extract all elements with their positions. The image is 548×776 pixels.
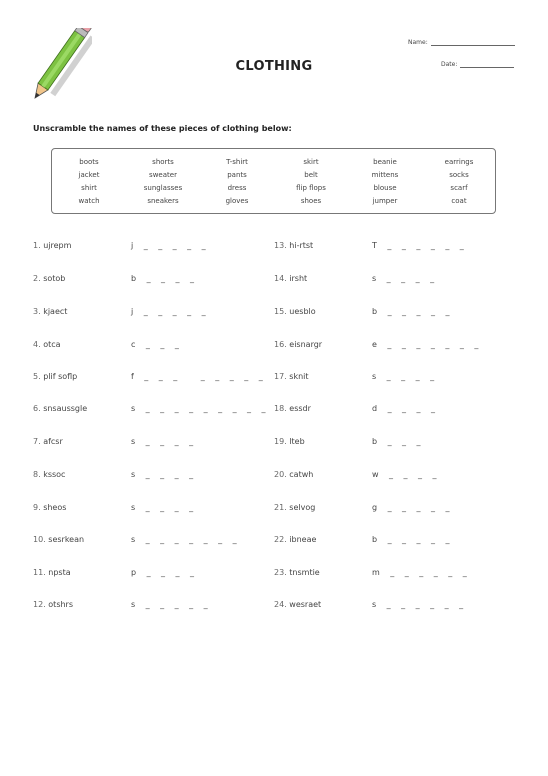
- answer-blanks[interactable]: g _ _ _ _ _: [372, 503, 452, 512]
- word-bank-word: shirt: [81, 184, 97, 192]
- scrambled-word: plif soflp: [43, 372, 78, 381]
- scrambled-word: selvog: [289, 503, 316, 512]
- scrambled-word: sotob: [43, 274, 66, 283]
- question-item: [274, 372, 309, 381]
- word-bank-word: boots: [79, 158, 99, 166]
- question-number: 4.: [33, 340, 41, 349]
- word-bank-word: mittens: [371, 171, 399, 179]
- question-item: [274, 503, 315, 512]
- question-number: 19.: [274, 437, 287, 446]
- question-item: [274, 600, 321, 609]
- question-item: [274, 568, 320, 577]
- word-bank-word: flip flops: [296, 184, 326, 192]
- word-bank-word: sunglasses: [143, 184, 183, 192]
- name-label: Name:: [408, 39, 428, 46]
- word-bank-word: earrings: [444, 158, 474, 166]
- question-number: 20.: [274, 470, 287, 479]
- scrambled-word: lteb: [289, 437, 305, 446]
- question-number: 3.: [33, 307, 41, 316]
- scrambled-word: ujrepm: [43, 241, 72, 250]
- word-bank-word: socks: [449, 171, 469, 179]
- word-bank-word: jacket: [78, 171, 100, 179]
- answer-blanks[interactable]: j _ _ _ _ _: [131, 241, 208, 250]
- word-bank-word: belt: [304, 171, 318, 179]
- question-item: [33, 437, 63, 446]
- question-number: 18.: [274, 404, 287, 413]
- word-bank-word: sneakers: [147, 197, 179, 205]
- question-item: [274, 535, 316, 544]
- question-number: 14.: [274, 274, 287, 283]
- word-bank-word: pants: [227, 171, 247, 179]
- scrambled-word: kjaect: [43, 307, 68, 316]
- answer-blanks[interactable]: s _ _ _ _ _ _ _ _ _: [131, 404, 268, 413]
- scrambled-word: tnsmtie: [289, 568, 320, 577]
- answer-blanks[interactable]: b _ _ _ _: [131, 274, 196, 283]
- word-bank-word: T-shirt: [226, 158, 248, 166]
- word-bank-word: watch: [78, 197, 100, 205]
- answer-blanks[interactable]: s _ _ _ _: [131, 470, 195, 479]
- word-bank-word: shorts: [152, 158, 174, 166]
- question-item: [33, 372, 77, 381]
- answer-blanks[interactable]: j _ _ _ _ _: [131, 307, 208, 316]
- word-bank-word: jumper: [372, 197, 398, 205]
- scrambled-word: wesraet: [289, 600, 322, 609]
- question-number: 24.: [274, 600, 287, 609]
- word-bank-word: shoes: [300, 197, 322, 205]
- answer-blanks[interactable]: w _ _ _ _: [372, 470, 439, 479]
- answer-blanks[interactable]: s _ _ _ _: [131, 503, 195, 512]
- word-bank-word: gloves: [225, 197, 249, 205]
- answer-blanks[interactable]: s _ _ _ _ _: [131, 600, 210, 609]
- question-number: 17.: [274, 372, 287, 381]
- question-number: 22.: [274, 535, 287, 544]
- scrambled-word: sheos: [43, 503, 67, 512]
- word-bank-word: beanie: [373, 158, 397, 166]
- question-item: [33, 404, 87, 413]
- question-number: 9.: [33, 503, 41, 512]
- question-item: [33, 568, 71, 577]
- date-label: Date:: [441, 61, 458, 68]
- question-item: [274, 274, 307, 283]
- question-number: 5.: [33, 372, 41, 381]
- question-number: 12.: [33, 600, 46, 609]
- scrambled-word: catwh: [289, 470, 314, 479]
- question-item: [33, 307, 67, 316]
- question-number: 15.: [274, 307, 287, 316]
- word-bank-row: [52, 171, 495, 184]
- question-item: [274, 404, 311, 413]
- question-number: 2.: [33, 274, 41, 283]
- answer-blanks[interactable]: s _ _ _ _: [372, 372, 436, 381]
- word-bank-word: skirt: [303, 158, 319, 166]
- question-item: [274, 307, 316, 316]
- answer-blanks[interactable]: b _ _ _ _ _: [372, 535, 452, 544]
- question-number: 11.: [33, 568, 46, 577]
- question-number: 10.: [33, 535, 46, 544]
- word-bank: [51, 148, 496, 214]
- scrambled-word: eisnargr: [289, 340, 323, 349]
- answer-blanks[interactable]: e _ _ _ _ _ _ _: [372, 340, 481, 349]
- answer-blanks[interactable]: s _ _ _ _ _ _: [372, 600, 465, 609]
- answer-blanks[interactable]: m _ _ _ _ _ _: [372, 568, 469, 577]
- answer-blanks[interactable]: c _ _ _: [131, 340, 181, 349]
- answer-blanks[interactable]: b _ _ _ _ _: [372, 307, 452, 316]
- scrambled-word: hi-rtst: [289, 241, 314, 250]
- question-item: [274, 437, 305, 446]
- page-title: CLOTHING: [235, 59, 313, 74]
- question-item: [33, 241, 71, 250]
- scrambled-word: otca: [43, 340, 61, 349]
- word-bank-row: [52, 197, 495, 210]
- question-number: 7.: [33, 437, 41, 446]
- scrambled-word: afcsr: [43, 437, 63, 446]
- question-number: 16.: [274, 340, 287, 349]
- word-bank-word: blouse: [373, 184, 397, 192]
- scrambled-word: otshrs: [48, 600, 74, 609]
- answer-blanks[interactable]: s _ _ _ _ _ _ _: [131, 535, 239, 544]
- scrambled-word: essdr: [289, 404, 311, 413]
- scrambled-word: sknit: [289, 372, 309, 381]
- scrambled-word: sesrkean: [48, 535, 85, 544]
- question-item: [274, 470, 313, 479]
- question-number: 13.: [274, 241, 287, 250]
- word-bank-word: scarf: [450, 184, 468, 192]
- date-field[interactable]: [441, 61, 514, 68]
- question-item: [33, 600, 73, 609]
- answer-blanks[interactable]: b _ _ _: [372, 437, 423, 446]
- answer-blanks[interactable]: p _ _ _ _: [131, 568, 196, 577]
- word-bank-word: coat: [451, 197, 467, 205]
- answer-blanks[interactable]: f _ _ _ _ _ _ _ _: [131, 372, 265, 381]
- scrambled-word: ibneae: [289, 535, 317, 544]
- answer-blanks[interactable]: s _ _ _ _: [131, 437, 195, 446]
- answer-blanks[interactable]: s _ _ _ _: [372, 274, 436, 283]
- name-line[interactable]: [431, 45, 515, 46]
- word-bank-word: sweater: [149, 171, 177, 179]
- answer-blanks[interactable]: T _ _ _ _ _ _: [372, 241, 466, 250]
- instructions: Unscramble the names of these pieces of clothing below:: [33, 124, 292, 133]
- name-field[interactable]: [408, 39, 515, 46]
- question-item: [33, 340, 61, 349]
- question-item: [33, 470, 65, 479]
- word-bank-row: [52, 158, 495, 171]
- date-line[interactable]: [460, 67, 514, 68]
- question-item: [33, 274, 65, 283]
- scrambled-word: npsta: [48, 568, 71, 577]
- question-number: 1.: [33, 241, 41, 250]
- word-bank-row: [52, 184, 495, 197]
- question-item: [33, 503, 66, 512]
- scrambled-word: snsaussgle: [43, 404, 88, 413]
- question-item: [274, 340, 322, 349]
- answer-blanks[interactable]: d _ _ _ _: [372, 404, 437, 413]
- question-number: 8.: [33, 470, 41, 479]
- scrambled-word: uesblo: [289, 307, 316, 316]
- question-item: [33, 535, 84, 544]
- question-item: [274, 241, 313, 250]
- scrambled-word: irsht: [289, 274, 308, 283]
- word-bank-word: dress: [227, 184, 247, 192]
- scrambled-word: kssoc: [43, 470, 66, 479]
- question-number: 6.: [33, 404, 41, 413]
- question-number: 21.: [274, 503, 287, 512]
- question-number: 23.: [274, 568, 287, 577]
